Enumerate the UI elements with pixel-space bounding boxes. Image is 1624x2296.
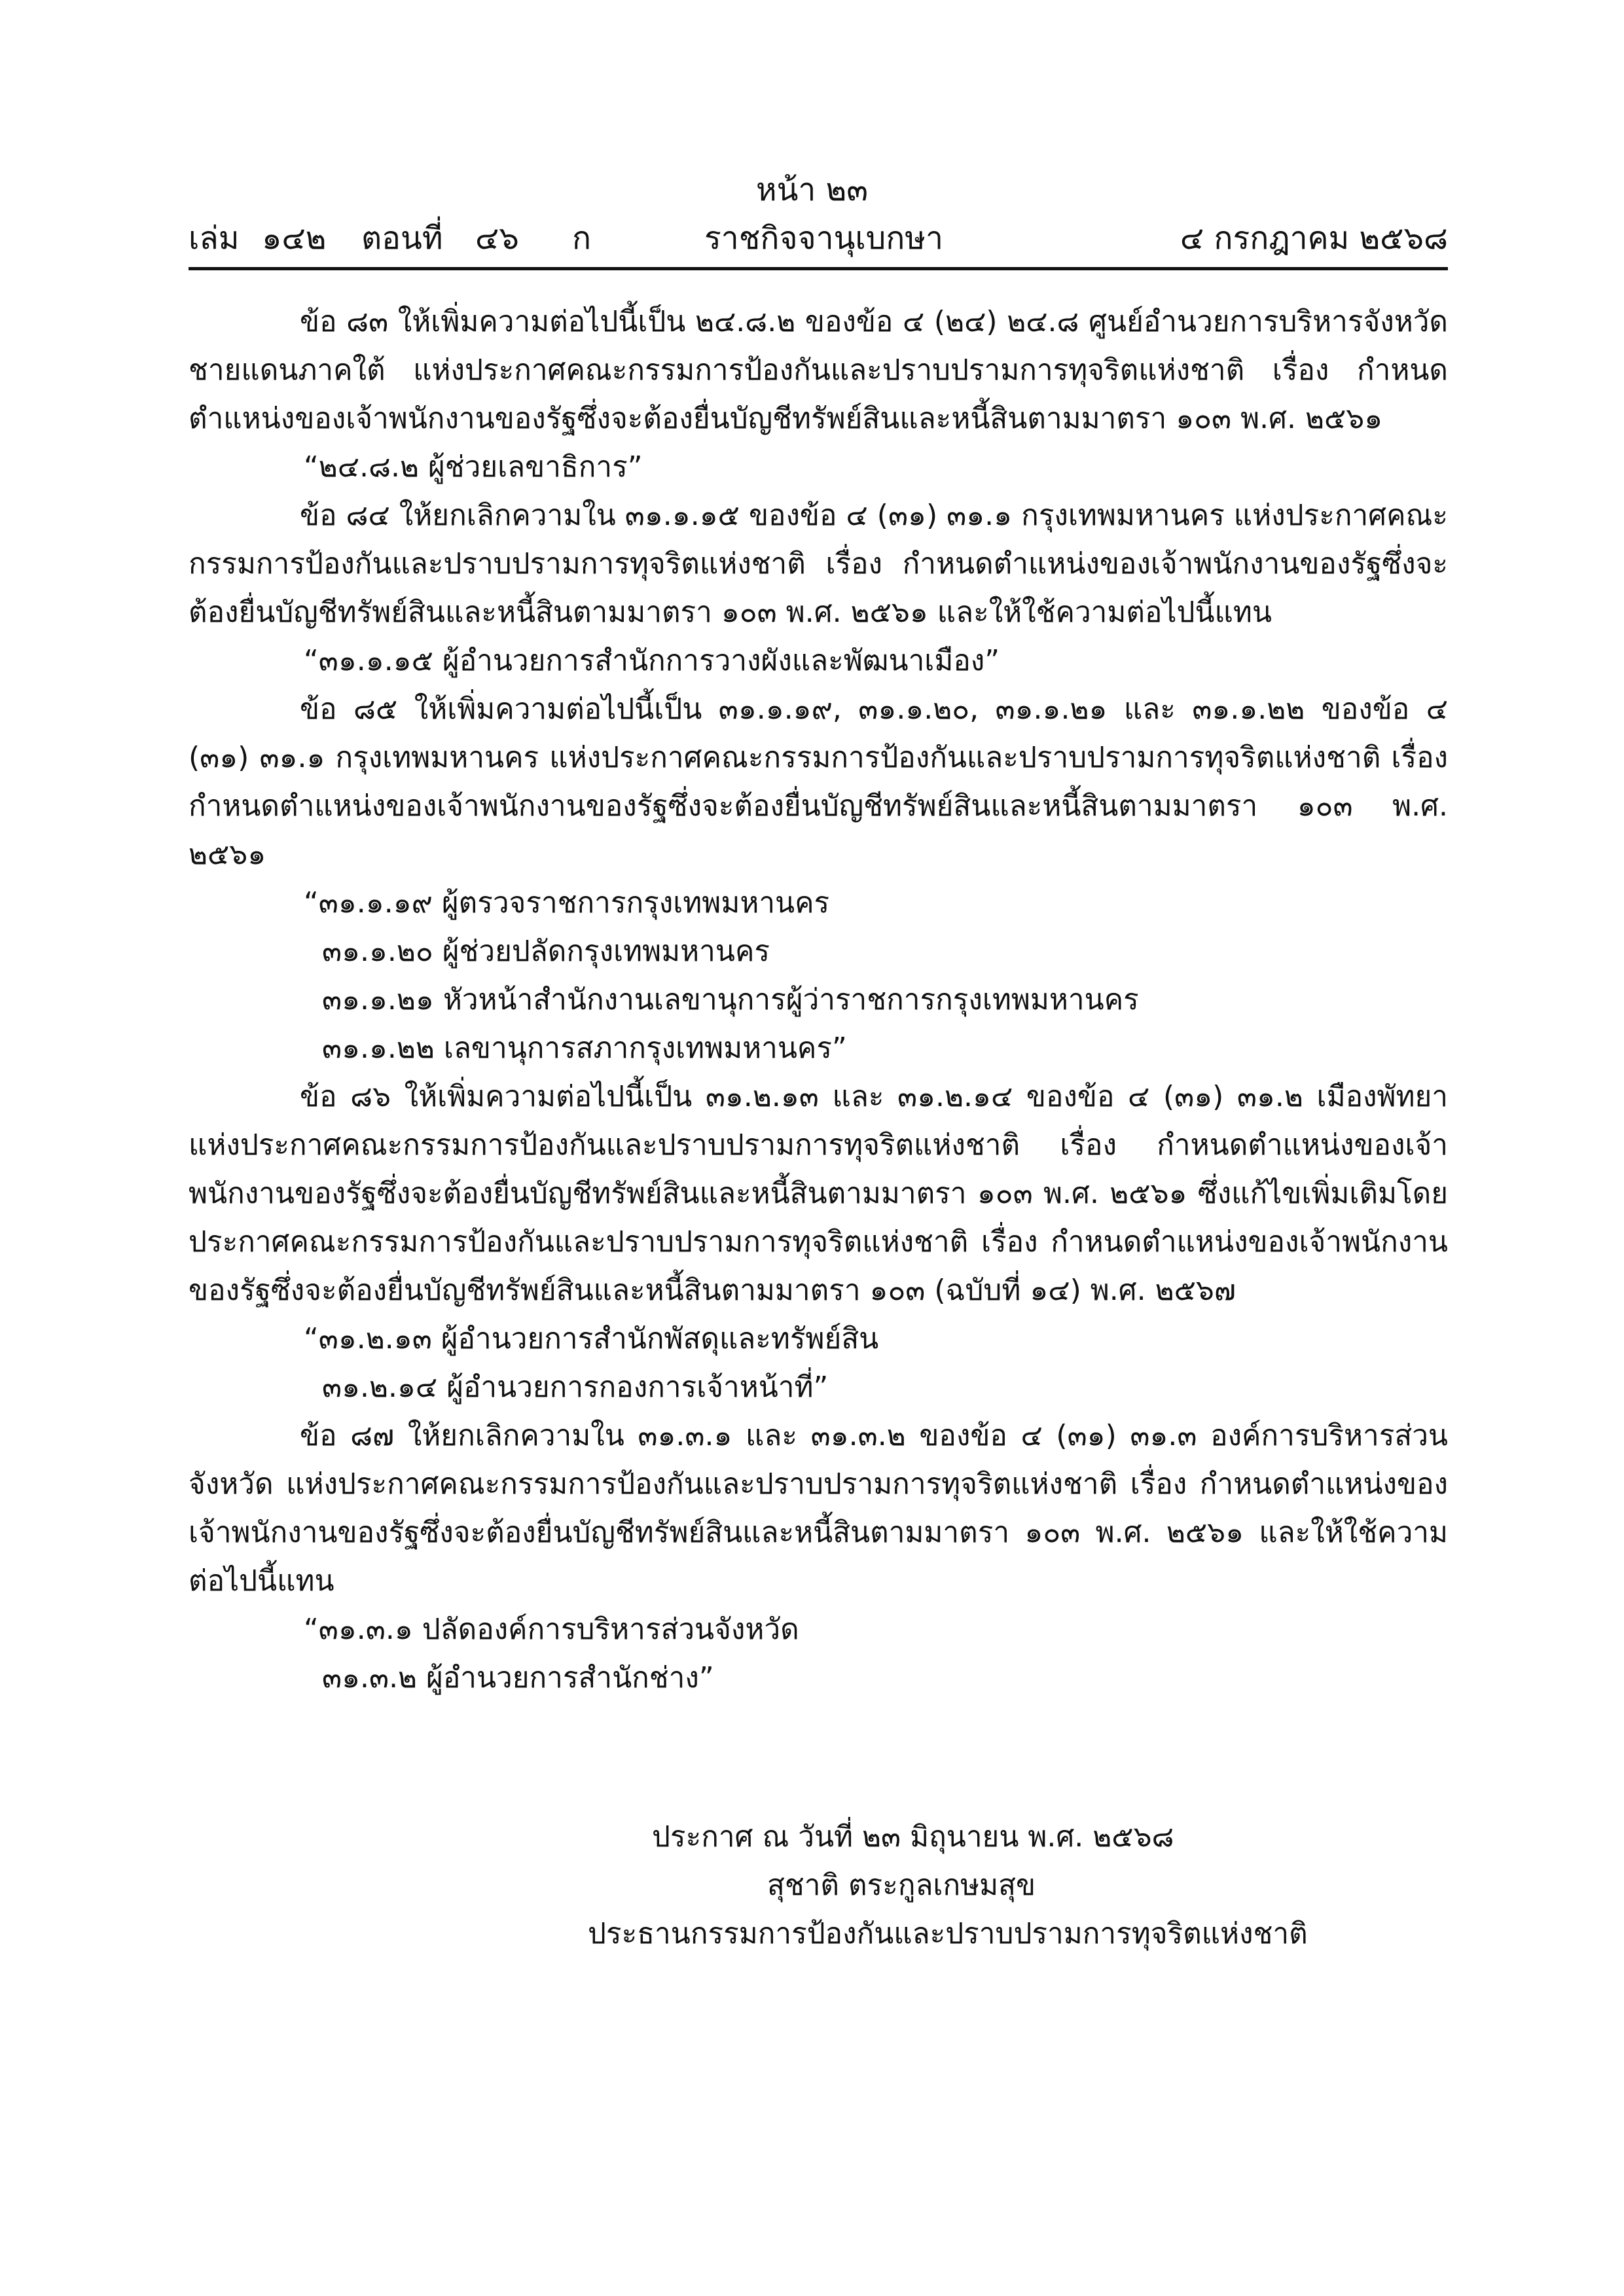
announcement-date: ประกาศ ณ วันที่ ๒๓ มิถุนายน พ.ศ. ๒๕๖๘: [652, 1820, 1174, 1854]
section-label: ตอนที่: [361, 220, 443, 257]
clause-85-item: “๓๑.๑.๑๙ ผู้ตรวจราชการกรุงเทพมหานคร: [304, 886, 830, 920]
clause-85-item: ๓๑.๑.๒๐ ผู้ช่วยปลัดกรุงเทพมหานคร: [322, 935, 770, 968]
clause-87-item: “๓๑.๓.๑ ปลัดองค์การบริหารส่วนจังหวัด: [304, 1613, 799, 1646]
signatory-name: สุชาติ ตระกูลเกษมสุข: [767, 1869, 1036, 1902]
clause-84-item: “๓๑.๑.๑๕ ผู้อำนวยการสำนักการวางผังและพัฒนาเมือง”: [304, 644, 1000, 677]
publication-date: ๔ กรกฎาคม ๒๕๖๘: [1180, 220, 1448, 257]
signature-block: [0, 1813, 1624, 1958]
gazette-name: ราชกิจจานุเบกษา: [704, 220, 943, 257]
document-body: [189, 298, 1448, 1702]
clause-87: ข้อ ๘๗ ให้ยกเลิกความใน ๓๑.๓.๑ และ ๓๑.๓.๒ ของข้อ ๔ (๓๑) ๓๑.๓ องค์การบริหารส่วนจังหวัด แห่งประกาศคณะกรรมการป้องกันและปราบปรามการทุจริตแห่งชาติ เรื่อง กำหนดตำแหน่งของเจ้าพนักงานของรัฐซึ่งจะต้องยื่นบัญชีทรัพย์สินและหนี้สินตามมาตรา ๑๐๓ พ.ศ. ๒๕๖๑ และให้ใช้ความต่อไปนี้แทน: [189, 1419, 1448, 1598]
clause-83: ข้อ ๘๓ ให้เพิ่มความต่อไปนี้เป็น ๒๔.๘.๒ ของข้อ ๔ (๒๔) ๒๔.๘ ศูนย์อำนวยการบริหารจังหวัดชายแดนภาคใต้ แห่งประกาศคณะกรรมการป้องกันและปราบปรามการทุจริตแห่งชาติ เรื่อง กำหนดตำแหน่งของเจ้าพนักงานของรัฐซึ่งจะต้องยื่นบัญชีทรัพย์สินและหนี้สินตามมาตรา ๑๐๓ พ.ศ. ๒๕๖๑: [189, 305, 1448, 435]
volume-number: ๑๔๒: [262, 220, 327, 257]
clause-86: ข้อ ๘๖ ให้เพิ่มความต่อไปนี้เป็น ๓๑.๒.๑๓ และ ๓๑.๒.๑๔ ของข้อ ๔ (๓๑) ๓๑.๒ เมืองพัทยา แห่งประกาศคณะกรรมการป้องกันและปราบปรามการทุจริตแห่งชาติ เรื่อง กำหนดตำแหน่งของเจ้าพนักงานของรัฐซึ่งจะต้องยื่นบัญชีทรัพย์สินและหนี้สินตามมาตรา ๑๐๓ พ.ศ. ๒๕๖๑ ซึ่งแก้ไขเพิ่มเติมโดยประกาศคณะกรรมการป้องกันและปราบปรามการทุจริตแห่งชาติ เรื่อง กำหนดตำแหน่งของเจ้าพนักงานของรัฐซึ่งจะต้องยื่นบัญชีทรัพย์สินและหนี้สินตามมาตรา ๑๐๓ (ฉบับที่ ๑๔) พ.ศ. ๒๕๖๗: [189, 1080, 1448, 1307]
header-rule: [189, 267, 1448, 270]
clause-86-item: ๓๑.๒.๑๔ ผู้อำนวยการกองการเจ้าหน้าที่”: [322, 1371, 829, 1404]
clause-85-item: ๓๑.๑.๒๑ หัวหน้าสำนักงานเลขานุการผู้ว่าราชการกรุงเทพมหานคร: [322, 983, 1139, 1016]
section-number: ๔๖: [475, 220, 519, 257]
clause-87-item: ๓๑.๓.๒ ผู้อำนวยการสำนักช่าง”: [322, 1661, 714, 1695]
clause-83-item: “๒๔.๘.๒ ผู้ช่วยเลขาธิการ”: [304, 450, 643, 484]
clause-85: ข้อ ๘๕ ให้เพิ่มความต่อไปนี้เป็น ๓๑.๑.๑๙, ๓๑.๑.๒๐, ๓๑.๑.๒๑ และ ๓๑.๑.๒๒ ของข้อ ๔ (๓๑) ๓๑.๑ กรุงเทพมหานคร แห่งประกาศคณะกรรมการป้องกันและปราบปรามการทุจริตแห่งชาติ เรื่อง กำหนดตำแหน่งของเจ้าพนักงานของรัฐซึ่งจะต้องยื่นบัญชีทรัพย์สินและหนี้สินตามมาตรา ๑๐๓ พ.ศ. ๒๕๖๑: [189, 692, 1449, 871]
section-letter: ก: [572, 220, 592, 257]
page-number: หน้า ๒๓: [755, 171, 869, 208]
clause-84: ข้อ ๘๔ ให้ยกเลิกความใน ๓๑.๑.๑๕ ของข้อ ๔ (๓๑) ๓๑.๑ กรุงเทพมหานคร แห่งประกาศคณะกรรมการป้องกันและปราบปรามการทุจริตแห่งชาติ เรื่อง กำหนดตำแหน่งของเจ้าพนักงานของรัฐซึ่งจะต้องยื่นบัญชีทรัพย์สินและหนี้สินตามมาตรา ๑๐๓ พ.ศ. ๒๕๖๑ และให้ใช้ความต่อไปนี้แทน: [189, 499, 1448, 629]
clause-85-item: ๓๑.๑.๒๒ เลขานุการสภากรุงเทพมหานคร”: [322, 1031, 847, 1065]
volume-label: เล่ม: [189, 220, 240, 257]
clause-86-item: “๓๑.๒.๑๓ ผู้อำนวยการสำนักพัสดุและทรัพย์สิน: [304, 1322, 879, 1355]
signatory-position: ประธานกรรมการป้องกันและปราบปรามการทุจริตแห่งชาติ: [588, 1917, 1308, 1950]
gazette-header: [189, 217, 1448, 259]
